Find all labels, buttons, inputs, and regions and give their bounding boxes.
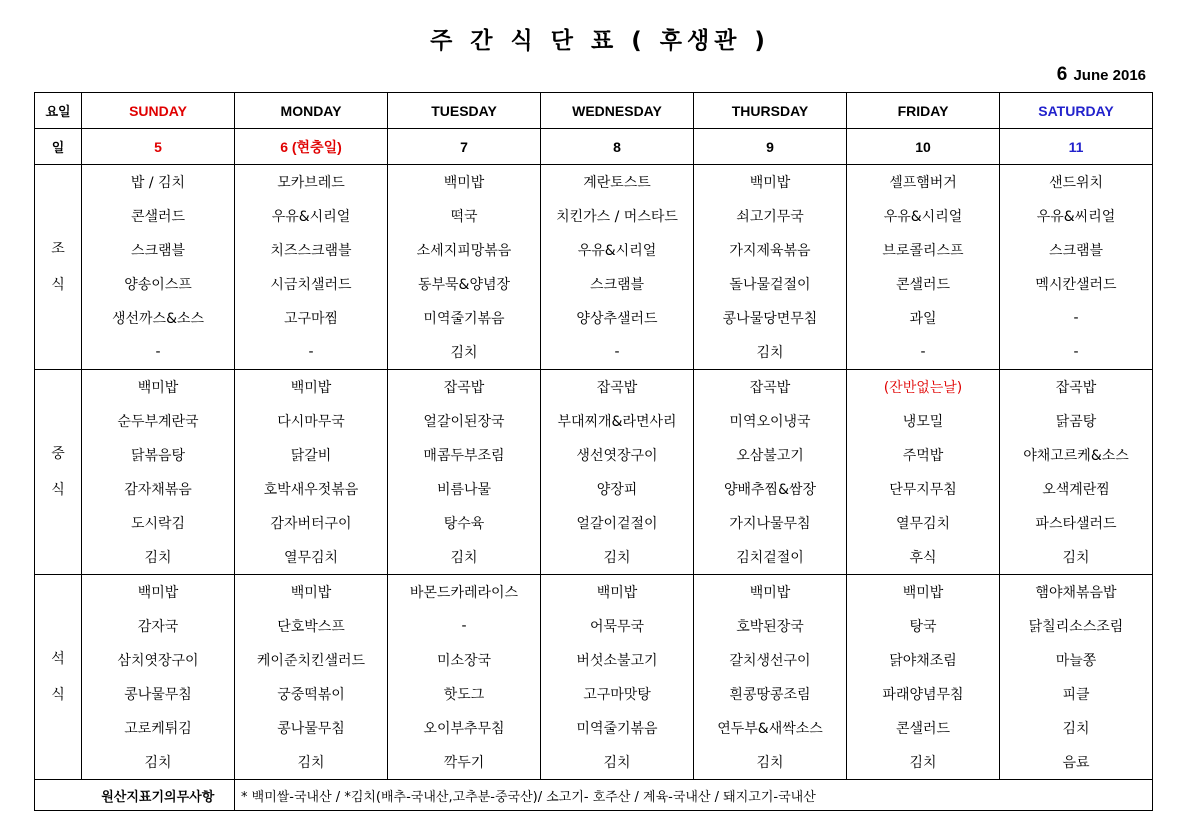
menu-item-tuesday: 잡곡밥 [388,370,541,405]
day-header-row [35,93,1153,129]
date-saturday: 11 [1000,129,1153,165]
menu-item-monday: 우유&시리얼 [235,199,388,233]
menu-item-saturday: 샌드위치 [1000,165,1153,200]
meal-row [35,370,1153,405]
menu-item-wednesday: 잡곡밥 [541,370,694,405]
menu-item-monday: 고구마찜 [235,301,388,335]
menu-item-sunday: 밥 / 김치 [82,165,235,200]
menu-item-thursday: 오삼불고기 [694,438,847,472]
menu-item-tuesday: 바몬드카레라이스 [388,575,541,610]
menu-item-monday: 김치 [235,745,388,780]
menu-item-saturday: 잡곡밥 [1000,370,1153,405]
date-wednesday: 8 [541,129,694,165]
day-header-label: 요일 [35,93,82,129]
date-row-label: 일 [35,129,82,165]
menu-item-tuesday: 미소장국 [388,643,541,677]
menu-item-thursday: 잡곡밥 [694,370,847,405]
menu-item-tuesday: 탕수육 [388,506,541,540]
menu-item-tuesday: 오이부추무침 [388,711,541,745]
meal-row [35,165,1153,200]
menu-item-saturday: 햄야채볶음밥 [1000,575,1153,610]
menu-item-sunday: 김치 [82,745,235,780]
menu-item-friday: 주먹밥 [847,438,1000,472]
menu-item-monday: 치즈스크램블 [235,233,388,267]
origin-notice-label: 원산지표기의무사항 [82,780,235,811]
menu-item-thursday: 백미밥 [694,575,847,610]
menu-item-saturday: - [1000,301,1153,335]
menu-item-wednesday: 얼갈이겉절이 [541,506,694,540]
origin-notice-row [35,780,1153,811]
meal-row [35,575,1153,610]
menu-item-friday: 탕국 [847,609,1000,643]
meal-label-bottom: 식 [51,687,65,703]
menu-item-monday: 백미밥 [235,575,388,610]
menu-item-sunday: 감자채볶음 [82,472,235,506]
day-header-thursday: THURSDAY [694,93,847,129]
meal-label-top: 석 [51,651,65,667]
menu-item-monday: 모카브레드 [235,165,388,200]
menu-item-friday: 파래양념무침 [847,677,1000,711]
menu-item-wednesday: 김치 [541,540,694,575]
meal-label-bottom: 식 [51,277,65,293]
menu-item-monday: 백미밥 [235,370,388,405]
menu-item-friday: 셀프햄버거 [847,165,1000,200]
menu-item-sunday: 삼치엿장구이 [82,643,235,677]
meal-row [35,267,1153,301]
menu-item-sunday: 콩나물무침 [82,677,235,711]
menu-item-thursday: 호박된장국 [694,609,847,643]
date-friday: 10 [847,129,1000,165]
meal-row [35,506,1153,540]
menu-item-monday: 케이준치킨샐러드 [235,643,388,677]
meal-row [35,643,1153,677]
menu-item-monday: 감자버터구이 [235,506,388,540]
menu-item-sunday: 감자국 [82,609,235,643]
menu-item-saturday: 오색계란찜 [1000,472,1153,506]
menu-item-wednesday: 우유&시리얼 [541,233,694,267]
menu-item-friday: 김치 [847,745,1000,780]
day-header-monday: MONDAY [235,93,388,129]
menu-item-tuesday: 백미밥 [388,165,541,200]
menu-item-wednesday: 치킨가스 / 머스타드 [541,199,694,233]
date-label [1057,64,1146,86]
menu-item-thursday: 연두부&새싹소스 [694,711,847,745]
menu-item-saturday: 김치 [1000,711,1153,745]
menu-item-thursday: 김치겉절이 [694,540,847,575]
menu-item-saturday: 닭칠리소스조림 [1000,609,1153,643]
day-header-friday: FRIDAY [847,93,1000,129]
meal-row [35,540,1153,575]
menu-item-sunday: 콘샐러드 [82,199,235,233]
menu-item-saturday: 스크램블 [1000,233,1153,267]
menu-item-saturday: - [1000,335,1153,370]
menu-item-monday: 궁중떡볶이 [235,677,388,711]
meal-row [35,438,1153,472]
menu-item-tuesday: 매콤두부조림 [388,438,541,472]
menu-item-tuesday: 소세지피망볶음 [388,233,541,267]
menu-item-saturday: 멕시칸샐러드 [1000,267,1153,301]
menu-item-friday: 단무지무침 [847,472,1000,506]
menu-item-wednesday: 스크램블 [541,267,694,301]
menu-item-tuesday: 깍두기 [388,745,541,780]
meal-row [35,609,1153,643]
menu-item-friday: 우유&시리얼 [847,199,1000,233]
menu-item-monday: 열무김치 [235,540,388,575]
menu-item-friday: 닭야채조림 [847,643,1000,677]
menu-item-monday: 닭갈비 [235,438,388,472]
meal-row [35,199,1153,233]
meal-row [35,301,1153,335]
meal-label-top: 조 [51,241,65,257]
menu-item-friday: 열무김치 [847,506,1000,540]
menu-item-saturday: 음료 [1000,745,1153,780]
menu-item-sunday: - [82,335,235,370]
menu-item-sunday: 백미밥 [82,575,235,610]
menu-item-sunday: 고로케튀김 [82,711,235,745]
origin-notice-text: * 백미쌀-국내산 / *김치(배추-국내산,고추분-중국산)/ 소고기- 호주산 / 계육-국내산 / 돼지고기-국내산 [235,780,1153,811]
menu-item-monday: - [235,335,388,370]
weekly-menu-table [34,92,1153,811]
menu-item-saturday: 마늘쫑 [1000,643,1153,677]
meal-row [35,472,1153,506]
menu-item-friday: - [847,335,1000,370]
menu-item-friday: 후식 [847,540,1000,575]
menu-item-sunday: 순두부계란국 [82,404,235,438]
menu-item-sunday: 생선까스&소스 [82,301,235,335]
meal-label [35,370,82,575]
menu-item-monday: 시금치샐러드 [235,267,388,301]
menu-item-wednesday: 미역줄기볶음 [541,711,694,745]
menu-item-wednesday: 양장피 [541,472,694,506]
menu-item-friday: 콘샐러드 [847,267,1000,301]
menu-item-wednesday: 부대찌개&라면사리 [541,404,694,438]
menu-item-thursday: 쇠고기무국 [694,199,847,233]
menu-item-friday: 콘샐러드 [847,711,1000,745]
menu-item-thursday: 흰콩땅콩조림 [694,677,847,711]
date-month-year: June 2016 [1073,67,1146,84]
menu-item-wednesday: 생선엿장구이 [541,438,694,472]
menu-item-friday: (잔반없는날) [847,370,1000,405]
meal-label-bottom: 식 [51,482,65,498]
date-sunday: 5 [82,129,235,165]
menu-item-tuesday: 김치 [388,335,541,370]
day-header-wednesday: WEDNESDAY [541,93,694,129]
menu-item-tuesday: 미역줄기볶음 [388,301,541,335]
menu-item-sunday: 백미밥 [82,370,235,405]
menu-item-wednesday: 양상추샐러드 [541,301,694,335]
menu-item-wednesday: - [541,335,694,370]
menu-item-thursday: 양배추찜&쌈장 [694,472,847,506]
menu-item-saturday: 야채고르케&소스 [1000,438,1153,472]
day-header-tuesday: TUESDAY [388,93,541,129]
date-thursday: 9 [694,129,847,165]
menu-item-monday: 호박새우젓볶음 [235,472,388,506]
menu-item-thursday: 가지나물무침 [694,506,847,540]
menu-item-wednesday: 고구마맛탕 [541,677,694,711]
menu-item-wednesday: 계란토스트 [541,165,694,200]
menu-item-thursday: 백미밥 [694,165,847,200]
menu-item-sunday: 양송이스프 [82,267,235,301]
menu-item-saturday: 닭곰탕 [1000,404,1153,438]
menu-item-wednesday: 어묵무국 [541,609,694,643]
meal-label-top: 중 [51,446,65,462]
page-title: 주 간 식 단 표 ( 후생관 ) [430,28,770,54]
menu-item-thursday: 갈치생선구이 [694,643,847,677]
day-header-sunday: SUNDAY [82,93,235,129]
date-monday: 6 (현충일) [235,129,388,165]
menu-item-thursday: 가지제육볶음 [694,233,847,267]
menu-item-tuesday: 떡국 [388,199,541,233]
menu-item-saturday: 우유&씨리얼 [1000,199,1153,233]
menu-item-wednesday: 백미밥 [541,575,694,610]
menu-item-tuesday: 김치 [388,540,541,575]
meal-label [35,575,82,780]
menu-item-friday: 브로콜리스프 [847,233,1000,267]
menu-item-thursday: 콩나물당면무침 [694,301,847,335]
meal-row [35,335,1153,370]
menu-item-thursday: 돌나물겉절이 [694,267,847,301]
meal-row [35,711,1153,745]
menu-item-wednesday: 버섯소불고기 [541,643,694,677]
menu-item-tuesday: 동부묵&양념장 [388,267,541,301]
menu-item-tuesday: - [388,609,541,643]
meal-row [35,404,1153,438]
menu-item-saturday: 피클 [1000,677,1153,711]
menu-item-monday: 단호박스프 [235,609,388,643]
menu-item-thursday: 김치 [694,335,847,370]
menu-item-friday: 백미밥 [847,575,1000,610]
menu-item-tuesday: 핫도그 [388,677,541,711]
meal-row [35,677,1153,711]
date-tuesday: 7 [388,129,541,165]
menu-item-friday: 냉모밀 [847,404,1000,438]
menu-item-monday: 다시마무국 [235,404,388,438]
menu-item-friday: 과일 [847,301,1000,335]
menu-item-sunday: 스크램블 [82,233,235,267]
menu-item-saturday: 파스타샐러드 [1000,506,1153,540]
menu-item-wednesday: 김치 [541,745,694,780]
day-header-saturday: SATURDAY [1000,93,1153,129]
date-day: 6 [1056,64,1068,85]
menu-item-tuesday: 얼갈이된장국 [388,404,541,438]
menu-item-sunday: 닭볶음탕 [82,438,235,472]
menu-item-thursday: 미역오이냉국 [694,404,847,438]
date-row [35,129,1153,165]
menu-item-sunday: 김치 [82,540,235,575]
meal-label [35,165,82,370]
menu-item-sunday: 도시락김 [82,506,235,540]
meal-row [35,233,1153,267]
menu-item-saturday: 김치 [1000,540,1153,575]
meal-row [35,745,1153,780]
menu-item-monday: 콩나물무침 [235,711,388,745]
menu-item-thursday: 김치 [694,745,847,780]
menu-item-tuesday: 비름나물 [388,472,541,506]
